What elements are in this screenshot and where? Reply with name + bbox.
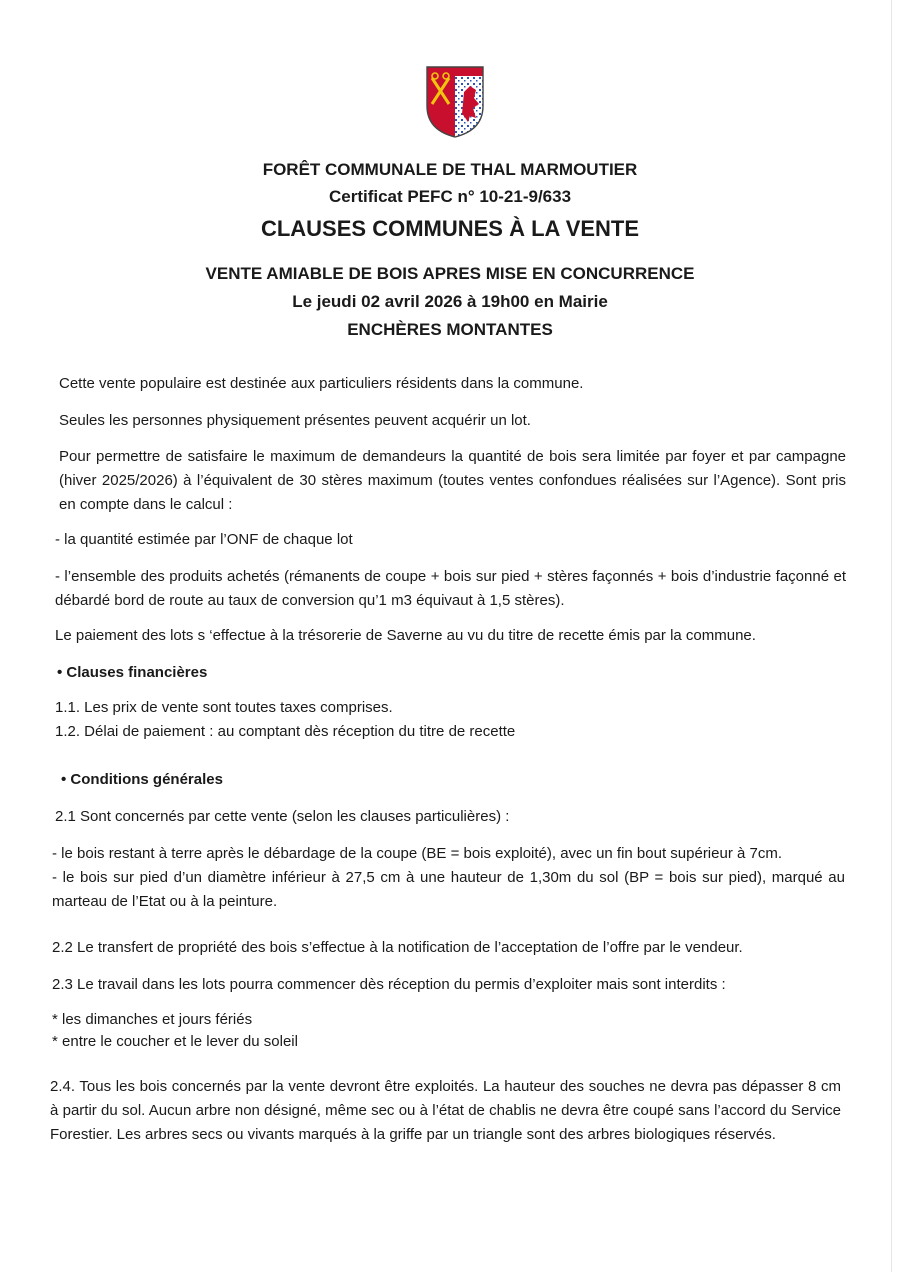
auction-type: ENCHÈRES MONTANTES	[347, 320, 553, 339]
general-clause: 2.4. Tous les bois concernés par la vente devront être exploités. La hauteur des souches ne devra pas dépasser 8 cm à partir du sol. Aucun arbre non désigné, même sec ou à l’état de chablis ne devra être coupé sans l’accord du Service Forestier. Les arbres secs ou vivants marqués à la griffe par un triangle sont des arbres biologiques réservés.	[50, 1078, 841, 1143]
general-clause: 2.3 Le travail dans les lots pourra commencer dès réception du permis d’exploiter mais sont interdits :	[52, 976, 726, 993]
general-heading: • Conditions générales	[61, 771, 223, 788]
quantity-limit-paragraph: Pour permettre de satisfaire le maximum de demandeurs la quantité de bois sera limitée par foyer et par campagne (hiver 2025/2026) à l’équivalent de 30 stères maximum (toutes ventes confondues réalisées sur l’Agence). Sont pris en compte dans le calcul :	[59, 448, 846, 513]
general-clause: 2.1 Sont concernés par cette vente (selon les clauses particulières) :	[55, 808, 510, 825]
calc-item: - l’ensemble des produits achetés (rémanents de coupe + bois sur pied + stères façonnés + bois d’industrie façonné et débardé bord de route au taux de conversion qu’1 m3 équivaut à 1,5 stères).	[55, 568, 846, 609]
wood-type-item: - le bois sur pied d’un diamètre inférieur à 27,5 cm à une hauteur de 1,30m du sol (BP = bois sur pied), marqué au marteau de l’Etat ou à la peinture.	[52, 869, 845, 910]
financial-clause: 1.2. Délai de paiement : au comptant dès réception du titre de recette	[55, 723, 516, 740]
financial-clause: 1.1. Les prix de vente sont toutes taxes comprises.	[55, 699, 393, 716]
financial-heading: • Clauses financières	[57, 664, 208, 681]
page-title: CLAUSES COMMUNES À LA VENTE	[260, 216, 640, 241]
forest-name: FORÊT COMMUNALE DE THAL MARMOUTIER	[262, 160, 638, 179]
wood-type-item: - le bois restant à terre après le débardage de la coupe (BE = bois exploité), avec un fin bout supérieur à 7cm.	[52, 845, 783, 862]
general-clause: 2.2 Le transfert de propriété des bois s’effectue à la notification de l’acceptation de l’offre par le vendeur.	[52, 939, 743, 956]
restriction-item: * les dimanches et jours fériés	[52, 1011, 253, 1028]
intro-paragraph: Seules les personnes physiquement présentes peuvent acquérir un lot.	[59, 412, 531, 429]
certificate-number: Certificat PEFC n° 10-21-9/633	[328, 187, 572, 206]
sale-type: VENTE AMIABLE DE BOIS APRES MISE EN CONCURRENCE	[205, 264, 695, 283]
sale-date: Le jeudi 02 avril 2026 à 19h00 en Mairie	[292, 292, 608, 311]
calc-item: - la quantité estimée par l’ONF de chaque lot	[55, 531, 353, 548]
restriction-item: * entre le coucher et le lever du soleil	[52, 1033, 298, 1050]
payment-paragraph: Le paiement des lots s ‘effectue à la trésorerie de Saverne au vu du titre de recette émis par la commune.	[55, 627, 756, 644]
intro-paragraph: Cette vente populaire est destinée aux particuliers résidents dans la commune.	[59, 375, 584, 392]
coat-of-arms-icon	[424, 64, 486, 140]
